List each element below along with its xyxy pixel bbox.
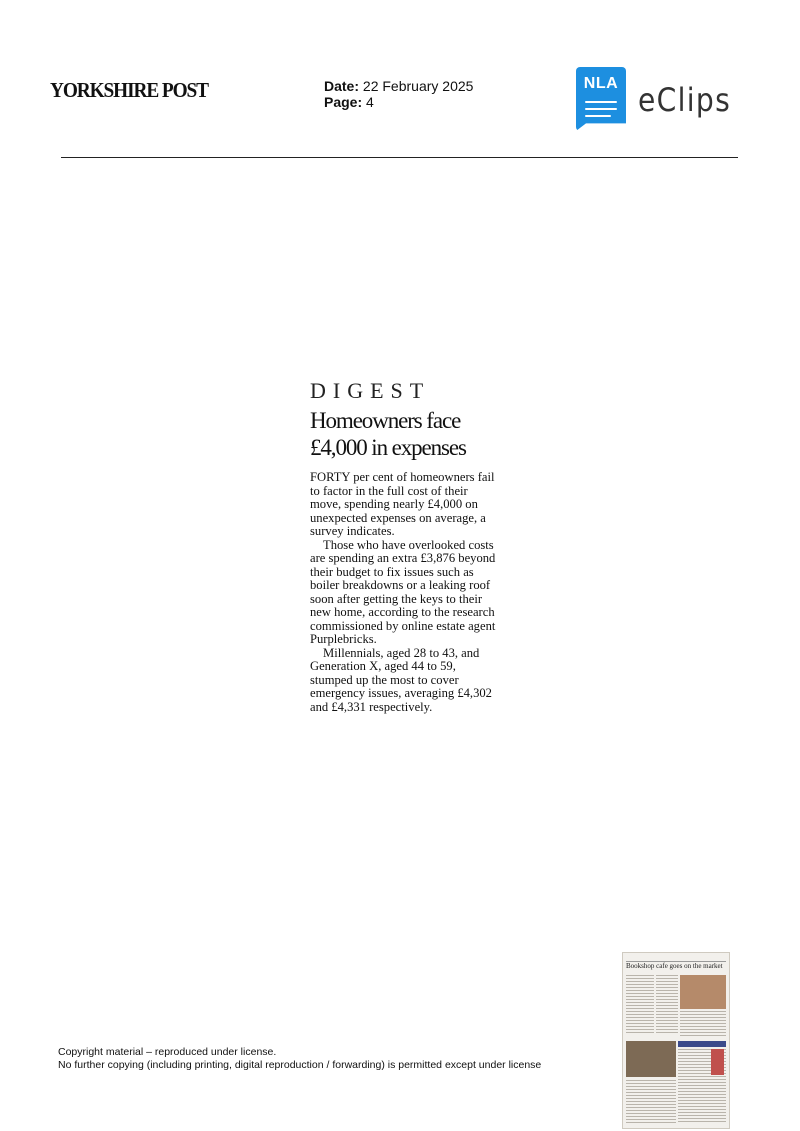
copyright-line-1: Copyright material – reproduced under license. <box>58 1046 277 1058</box>
thumbnail-advert <box>711 1049 724 1075</box>
logo-line-icon <box>585 108 617 110</box>
thumbnail-photo <box>680 975 726 1009</box>
headline-line-2: £4,000 in expenses <box>310 435 466 460</box>
thumbnail-headline: Bookshop cafe goes on the market <box>626 962 723 970</box>
section-label: DIGEST <box>310 378 431 403</box>
publication-masthead: YORKSHIRE POST <box>50 78 208 102</box>
article-body <box>310 471 500 714</box>
date-value: 22 February 2025 <box>362 78 474 94</box>
logo-line-icon <box>585 115 611 117</box>
header-divider <box>61 157 738 158</box>
page-thumbnail[interactable] <box>622 952 730 1129</box>
nla-mark: NLA <box>583 75 619 92</box>
body-paragraph-3: Millennials, aged 28 to 43, and Generation X, aged 44 to 59, stumped up the most to cover emergency issues, averaging £4,302 and £4,331 respectively. <box>310 645 492 714</box>
page-label: Page: <box>324 94 363 110</box>
clip-metadata <box>324 78 473 110</box>
nla-eclips-logo <box>576 67 736 133</box>
date-line <box>324 78 473 94</box>
body-paragraph-1: FORTY per cent of homeowners fail to factor in the full cost of their move, spending nearly £4,000 on unexpected expenses on average, a survey indicates. <box>310 470 495 538</box>
thumbnail-text-column <box>626 1080 676 1124</box>
copyright-line-2: No further copying (including printing, digital reproduction / forwarding) is permitted except under license <box>58 1059 542 1071</box>
thumbnail-text-column <box>656 975 678 1035</box>
logo-line-icon <box>585 101 617 103</box>
article-clipping <box>310 378 500 714</box>
thumbnail-text-column <box>626 975 654 1035</box>
thumbnail-text-column <box>680 1011 726 1037</box>
article-headline <box>310 407 500 461</box>
thumbnail-banner <box>678 1041 726 1047</box>
copyright-notice <box>58 1046 541 1072</box>
body-paragraph-2: Those who have overlooked costs are spending an extra £3,876 beyond their budget to fix issues such as boiler breakdowns or a leaking roof soon after getting the keys to their new home, according to the research commissioned by online estate agent Purplebricks. <box>310 537 496 646</box>
date-label: Date: <box>324 78 360 94</box>
page-line <box>324 94 473 110</box>
headline-line-1: Homeowners face <box>310 408 461 433</box>
thumbnail-photo <box>626 1041 676 1077</box>
eclips-wordmark: eClips <box>638 81 732 119</box>
page-value: 4 <box>366 94 374 110</box>
